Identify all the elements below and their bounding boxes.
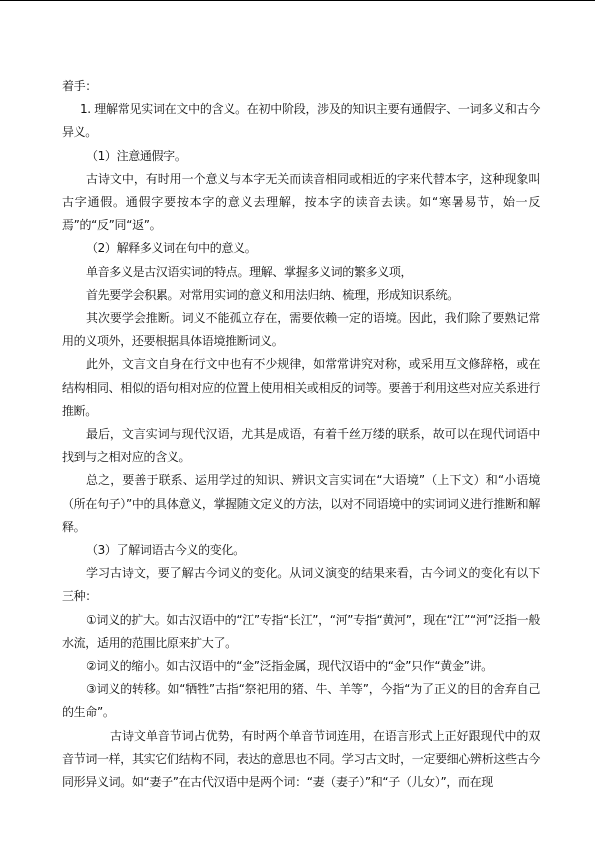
subheading-tongjiazi: （1）注意通假字。: [86, 148, 187, 163]
subheading-gujinyi: （3）了解词语古今义的变化。: [86, 543, 245, 558]
narrowing-paragraph: ②词义的缩小。如古汉语中的“金”泛指金属，现代汉语中的“金”只作“黄金”讲。: [86, 659, 493, 674]
gujinyi-intro-paragraph: 学习古诗文，要了解古今词义的变化。从词义演变的结果来看，古今词义的变化有以下三种：: [62, 566, 540, 604]
document-body: [62, 75, 540, 794]
homograph-paragraph: 古诗文单音节词占优势，有时两个单音节词连用，在语言形式上正好跟现代中的双音节词一样，其实它们结构不同，表达的意思也不同。学习古文时，一定要细心辨析这些古今同形异义词。如“妻子”在古代汉语中是两个词：“妻（妻子）”和“子（儿女）”，而在现: [62, 728, 540, 790]
subheading-duoyici: （2）解释多义词在句中的意义。: [86, 241, 257, 256]
expansion-paragraph: ①词义的扩大。如古汉语中的“江”专指“长江”，“河”专指“黄河”，现在“江”“河”泛指一般水流，适用的范围比原来扩大了。: [62, 612, 540, 650]
top-border-line: [0, 0, 595, 1]
accumulate-paragraph: 首先要学会积累。对常用实词的意义和用法归纳、梳理，形成知识系统。: [86, 287, 459, 302]
modern-link-paragraph: 最后，文言实词与现代汉语，尤其是成语，有着千丝万缕的联系，故可以在现代词语中找到与之相对应的含义。: [62, 427, 540, 465]
pattern-paragraph: 此外，文言文自身在行文中也有不少规律，如常常讲究对称，或采用互文修辞格，或在结构相同、相似的语句相对应的位置上使用相关或相反的词等。要善于利用这些对应关系进行推断。: [62, 357, 540, 418]
tongjiazi-paragraph: 古诗文中，有时用一个意义与本字无关而读音相同或相近的字来代替本字，这种现象叫古字通假。通假字要按本字的意义去理解，按本字的读音去读。如“寒暑易节，始一反焉”的“反”同“返”。: [62, 171, 540, 233]
point-1-paragraph: 1. 理解常见实词在文中的含义。在初中阶段，涉及的知识主要有通假字、一词多义和古今异义。: [62, 102, 540, 140]
shift-paragraph: ③词义的转移。如“牺牲”古指“祭祀用的猪、牛、羊等”，今指“为了正义的目的舍弃自己的生命”。: [62, 682, 540, 720]
duoyici-paragraph: 单音多义是古汉语实词的特点。理解、掌握多义词的繁多义项，: [86, 264, 413, 279]
intro-line: 着手：: [62, 79, 97, 93]
infer-paragraph: 其次要学会推断。词义不能孤立存在，需要依赖一定的语境。因此，我们除了要熟记常用的义项外，还要根据具体语境推断词义。: [62, 311, 540, 349]
summary-paragraph: 总之，要善于联系、运用学过的知识、辨识文言实词在“大语境”（上下文）和“小语境（所在句子）”中的具体意义，掌握随文定义的方法，以对不同语境中的实词词义进行推断和解释。: [62, 473, 540, 534]
